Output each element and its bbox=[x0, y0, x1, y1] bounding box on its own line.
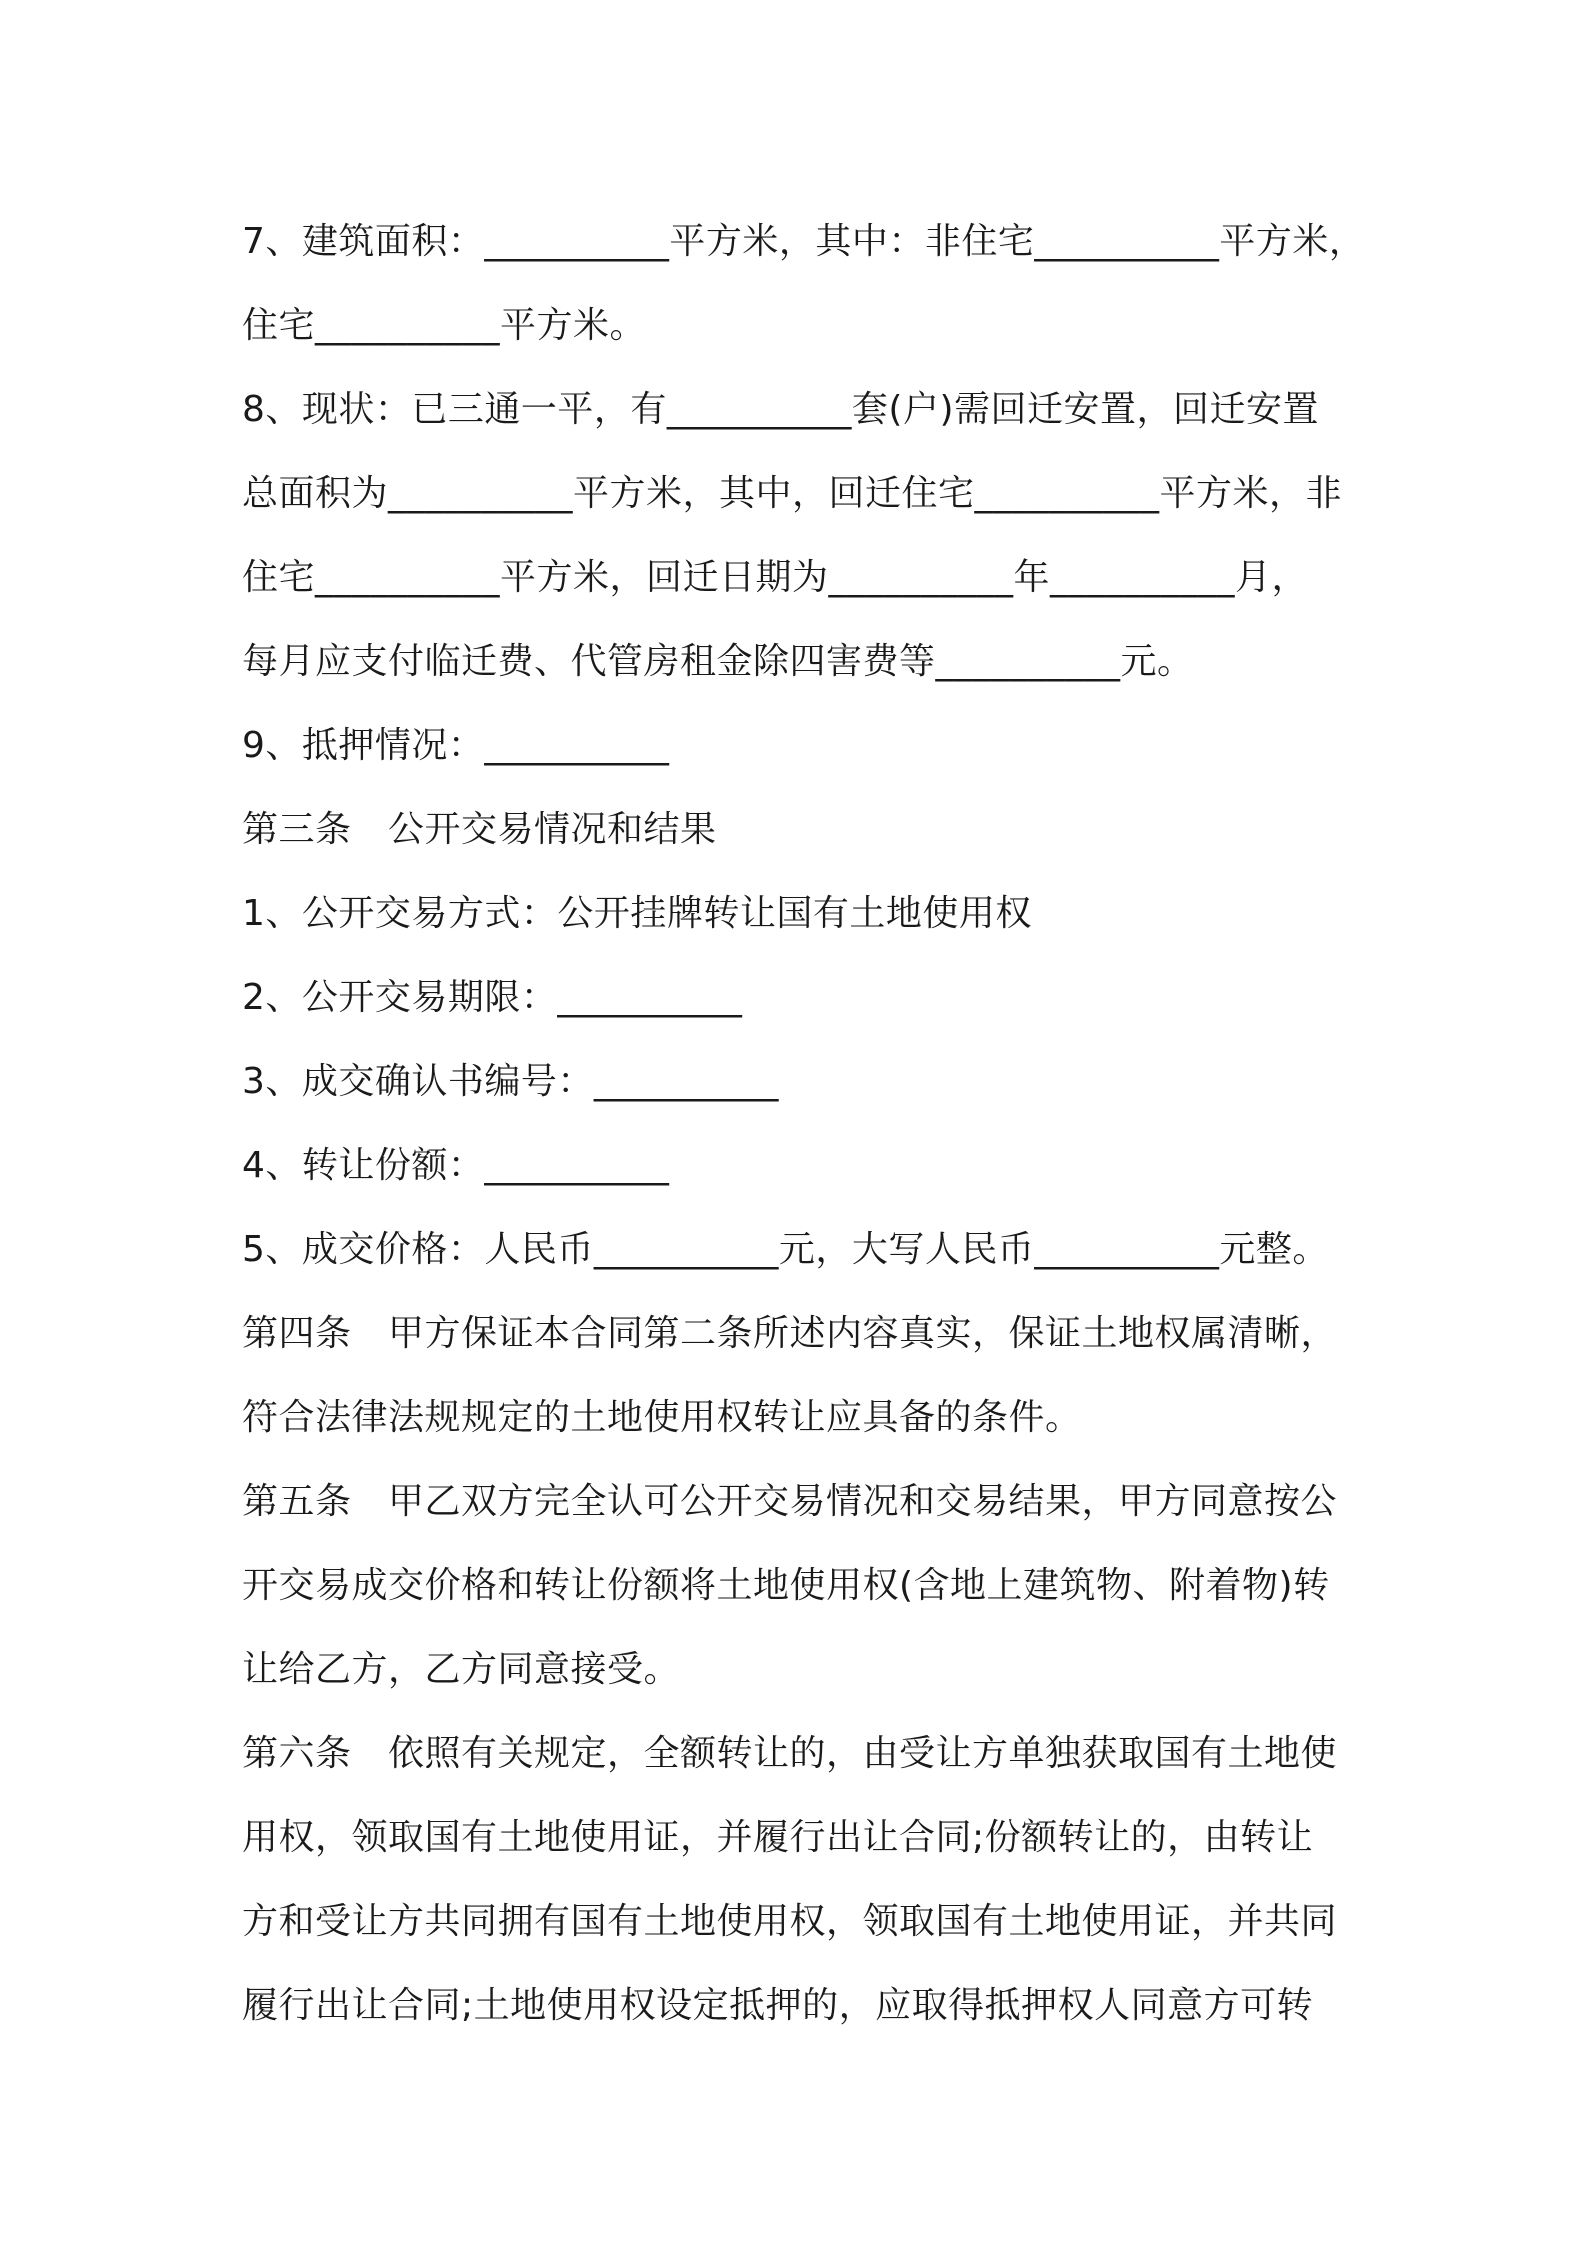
clause-line: 总面积为__________平方米，其中，回迁住宅__________平方米，非 bbox=[242, 473, 1343, 514]
clause-line: 住宅__________平方米。 bbox=[242, 305, 647, 346]
clause-line: 1、公开交易方式：公开挂牌转让国有土地使用权 bbox=[242, 893, 1032, 934]
article-line: 第四条 甲方保证本合同第二条所述内容真实，保证土地权属清晰， bbox=[242, 1313, 1338, 1354]
article-line: 开交易成交价格和转让份额将土地使用权(含地上建筑物、附着物)转 bbox=[242, 1565, 1330, 1606]
article-line: 用权，领取国有土地使用证，并履行出让合同;份额转让的，由转让 bbox=[242, 1817, 1314, 1858]
article-line: 让给乙方，乙方同意接受。 bbox=[242, 1649, 681, 1690]
clause-line: 住宅__________平方米，回迁日期为__________年__________月， bbox=[242, 557, 1309, 598]
contract-body bbox=[242, 200, 1366, 2048]
clause-line: 2、公开交易期限：__________ bbox=[242, 977, 743, 1018]
section-heading: 第三条 公开交易情况和结果 bbox=[242, 809, 717, 850]
clause-line: 每月应支付临迁费、代管房租金除四害费等__________元。 bbox=[242, 641, 1194, 682]
clause-line: 8、现状：已三通一平，有__________套(户)需回迁安置，回迁安置 bbox=[242, 389, 1319, 430]
article-line: 方和受让方共同拥有国有土地使用权，领取国有土地使用证，并共同 bbox=[242, 1901, 1338, 1942]
article-line: 第六条 依照有关规定，全额转让的，由受让方单独获取国有土地使 bbox=[242, 1733, 1338, 1774]
clause-line: 5、成交价格：人民币__________元，大写人民币__________元整。 bbox=[242, 1229, 1329, 1270]
clause-line: 3、成交确认书编号：__________ bbox=[242, 1061, 779, 1102]
clause-line: 4、转让份额：__________ bbox=[242, 1145, 670, 1186]
article-line: 符合法律法规规定的土地使用权转让应具备的条件。 bbox=[242, 1397, 1082, 1438]
clause-line: 9、抵押情况：__________ bbox=[242, 725, 670, 766]
clause-line: 7、建筑面积：__________平方米，其中：非住宅__________平方米， bbox=[242, 221, 1366, 262]
article-line: 第五条 甲乙双方完全认可公开交易情况和交易结果，甲方同意按公 bbox=[242, 1481, 1338, 1522]
article-line: 履行出让合同;土地使用权设定抵押的，应取得抵押权人同意方可转 bbox=[242, 1985, 1314, 2026]
